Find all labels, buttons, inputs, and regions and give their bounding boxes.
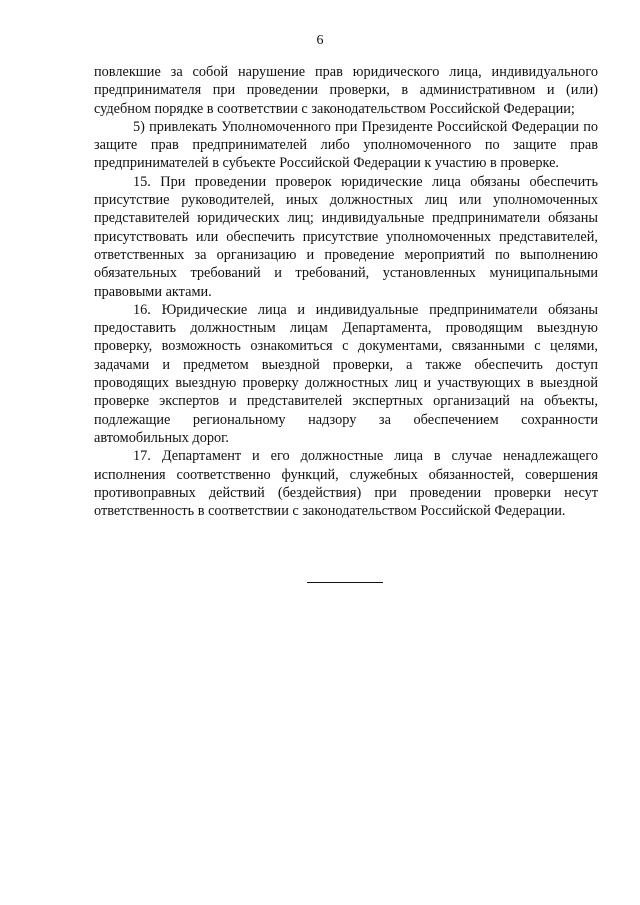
paragraph-16: 16. Юридические лица и индивидуальные предприниматели обязаны предоставить должностным лицам Департамента, проводящим выездную проверку, возможность ознакомиться с документами, связанными с целями, задачами и предметом выездной проверки, а также обеспечить доступ проводящих выездную проверку должностных лиц и участвующих в выездной проверке экспертов и представителей экспертных организаций на объекты, подлежащие региональному надзору за обеспечением сохранности автомобильных дорог. — [94, 301, 598, 446]
paragraph-15: 15. При проведении проверок юридические лица обязаны обеспечить присутствие руководителей, иных должностных лиц или уполномоченных представителей юридических лиц; индивидуальные предприниматели обязаны присутствовать или обеспечить присутствие уполномоченных представителей, ответственных за организацию и проведение мероприятий по выполнению обязательных требований и требований, установленных муниципальными правовыми актами. — [94, 173, 598, 300]
end-of-document-divider — [307, 582, 383, 583]
paragraph-continuation: повлекшие за собой нарушение прав юридического лица, индивидуального предпринимателя при проведении проверки, в административном и (или) судебном порядке в соответствии с законодательством Российской Федерации; — [94, 64, 598, 117]
document-body — [94, 63, 598, 520]
page-number: 6 — [316, 33, 324, 48]
paragraph-item-5: 5) привлекать Уполномоченного при Президенте Российской Федерации по защите прав предпринимателей либо уполномоченного по защите прав предпринимателей в субъекте Российской Федерации к участию в проверке. — [94, 118, 598, 172]
paragraph-17: 17. Департамент и его должностные лица в случае ненадлежащего исполнения соответственно функций, служебных обязанностей, совершения противоправных действий (бездействия) при проведении проверки несут ответственность в соответствии с законодательством Российской Федерации. — [94, 448, 598, 520]
